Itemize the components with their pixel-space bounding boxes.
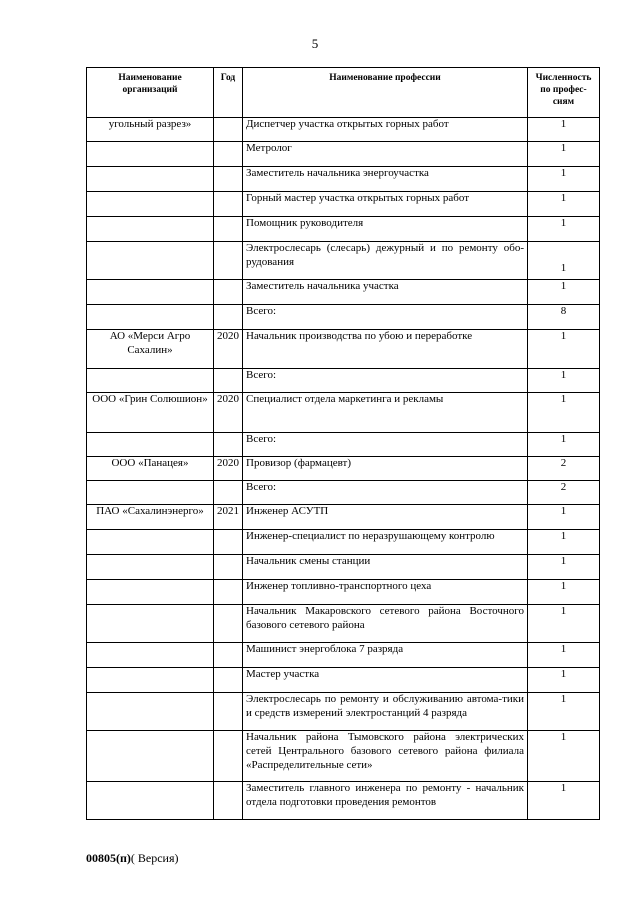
- profession-cell: Машинист энергоблока 7 разряда: [243, 643, 528, 668]
- table-row: [87, 668, 600, 693]
- year-cell: [214, 530, 243, 555]
- org-cell: [87, 605, 214, 643]
- year-cell: [214, 142, 243, 167]
- table-row: [87, 192, 600, 217]
- total-label: Всего:: [243, 369, 528, 393]
- profession-cell: Заместитель начальника энергоучастка: [243, 167, 528, 192]
- profession-cell: Мастер участка: [243, 668, 528, 693]
- profession-cell: Горный мастер участка открытых горных работ: [243, 192, 528, 217]
- table-row: [87, 505, 600, 530]
- table-row: [87, 330, 600, 369]
- total-count: 8: [528, 305, 600, 330]
- table-row: [87, 530, 600, 555]
- profession-cell: Электрослесарь по ремонту и обслуживанию автома-тики и средств измерений электростанций 4 разряда: [243, 693, 528, 731]
- count-cell: 1: [528, 167, 600, 192]
- header-year: Год: [214, 68, 243, 118]
- year-cell: [214, 605, 243, 643]
- table-row: [87, 555, 600, 580]
- table-row: [87, 580, 600, 605]
- count-cell: 1: [528, 192, 600, 217]
- count-cell: 1: [528, 330, 600, 369]
- org-cell: [87, 668, 214, 693]
- year-cell-empty: [214, 481, 243, 505]
- org-cell: [87, 782, 214, 820]
- profession-cell: Заместитель главного инженера по ремонту - начальник отдела подготовки проведения ремонтов: [243, 782, 528, 820]
- org-cell-empty: [87, 305, 214, 330]
- count-cell: 1: [528, 242, 600, 280]
- org-cell: угольный разрез»: [87, 118, 214, 142]
- table-row: [87, 605, 600, 643]
- year-cell: [214, 242, 243, 280]
- year-cell: 2020: [214, 457, 243, 481]
- document-code: [86, 851, 179, 866]
- year-cell: [214, 217, 243, 242]
- count-cell: 1: [528, 393, 600, 433]
- profession-cell: Провизор (фармацевт): [243, 457, 528, 481]
- total-row: [87, 369, 600, 393]
- year-cell: [214, 167, 243, 192]
- header-org: Наименование организаций: [87, 68, 214, 118]
- table-header-row: [87, 68, 600, 118]
- profession-cell: Начальник производства по убою и переработке: [243, 330, 528, 369]
- org-cell: ООО «Панацея»: [87, 457, 214, 481]
- table-row: [87, 217, 600, 242]
- table-row: [87, 142, 600, 167]
- year-cell-empty: [214, 433, 243, 457]
- org-cell: [87, 643, 214, 668]
- org-cell: [87, 731, 214, 782]
- year-cell: [214, 643, 243, 668]
- header-profession: Наименование профессии: [243, 68, 528, 118]
- document-code-number: 00805(п): [86, 851, 131, 865]
- count-cell: 1: [528, 555, 600, 580]
- total-label: Всего:: [243, 305, 528, 330]
- table-row: [87, 167, 600, 192]
- count-cell: 1: [528, 782, 600, 820]
- total-row: [87, 433, 600, 457]
- org-cell: [87, 580, 214, 605]
- year-cell: [214, 555, 243, 580]
- org-cell: [87, 555, 214, 580]
- year-cell: [214, 731, 243, 782]
- year-cell: 2020: [214, 330, 243, 369]
- profession-cell: Электрослесарь (слесарь) дежурный и по ремонту обо-рудования: [243, 242, 528, 280]
- count-cell: 1: [528, 605, 600, 643]
- profession-cell: Диспетчер участка открытых горных работ: [243, 118, 528, 142]
- year-cell: [214, 280, 243, 305]
- org-cell: ООО «Грин Солюшион»: [87, 393, 214, 433]
- profession-cell: Инженер топливно-транспортного цеха: [243, 580, 528, 605]
- org-cell: [87, 217, 214, 242]
- org-cell: [87, 530, 214, 555]
- year-cell: 2021: [214, 505, 243, 530]
- profession-cell: Начальник Макаровского сетевого района Восточного базового сетевого района: [243, 605, 528, 643]
- org-cell: [87, 192, 214, 217]
- total-count: 2: [528, 481, 600, 505]
- count-cell: 1: [528, 280, 600, 305]
- count-cell: 1: [528, 505, 600, 530]
- table-row: [87, 242, 600, 280]
- count-cell: 1: [528, 668, 600, 693]
- org-cell: [87, 280, 214, 305]
- count-cell: 2: [528, 457, 600, 481]
- table-row: [87, 643, 600, 668]
- document-code-version: ( Версия): [130, 851, 179, 865]
- org-cell-empty: [87, 369, 214, 393]
- page-number: 5: [311, 36, 319, 51]
- total-label: Всего:: [243, 433, 528, 457]
- profession-cell: Метролог: [243, 142, 528, 167]
- total-row: [87, 481, 600, 505]
- year-cell-empty: [214, 305, 243, 330]
- org-cell: [87, 693, 214, 731]
- table-row: [87, 118, 600, 142]
- year-cell: [214, 192, 243, 217]
- profession-cell: Начальник смены станции: [243, 555, 528, 580]
- table-row: [87, 280, 600, 305]
- org-cell: АО «Мерси Агро Сахалин»: [87, 330, 214, 369]
- org-cell: [87, 167, 214, 192]
- count-cell: 1: [528, 142, 600, 167]
- table-row: [87, 693, 600, 731]
- total-row: [87, 305, 600, 330]
- total-count: 1: [528, 433, 600, 457]
- year-cell: [214, 668, 243, 693]
- year-cell: [214, 693, 243, 731]
- org-cell: [87, 242, 214, 280]
- profession-cell: Заместитель начальника участка: [243, 280, 528, 305]
- table-row: [87, 457, 600, 481]
- count-cell: 1: [528, 217, 600, 242]
- count-cell: 1: [528, 118, 600, 142]
- count-cell: 1: [528, 530, 600, 555]
- year-cell: [214, 118, 243, 142]
- header-count: Численность по профес-сиям: [528, 68, 600, 118]
- count-cell: 1: [528, 643, 600, 668]
- professions-table: [86, 67, 600, 820]
- org-cell-empty: [87, 481, 214, 505]
- table-row: [87, 782, 600, 820]
- year-cell-empty: [214, 369, 243, 393]
- org-cell-empty: [87, 433, 214, 457]
- table-row: [87, 393, 600, 433]
- profession-cell: Инженер АСУТП: [243, 505, 528, 530]
- total-label: Всего:: [243, 481, 528, 505]
- org-cell: [87, 142, 214, 167]
- year-cell: 2020: [214, 393, 243, 433]
- count-cell: 1: [528, 580, 600, 605]
- profession-cell: Инженер-специалист по неразрушающему контролю: [243, 530, 528, 555]
- year-cell: [214, 580, 243, 605]
- table-row: [87, 731, 600, 782]
- count-cell: 1: [528, 731, 600, 782]
- year-cell: [214, 782, 243, 820]
- total-count: 1: [528, 369, 600, 393]
- org-cell: ПАО «Сахалинэнерго»: [87, 505, 214, 530]
- profession-cell: Начальник района Тымовского района электрических сетей Центрального базового сетевого района филиала «Распределительные сети»: [243, 731, 528, 782]
- count-cell: 1: [528, 693, 600, 731]
- profession-cell: Помощник руководителя: [243, 217, 528, 242]
- profession-cell: Специалист отдела маркетинга и рекламы: [243, 393, 528, 433]
